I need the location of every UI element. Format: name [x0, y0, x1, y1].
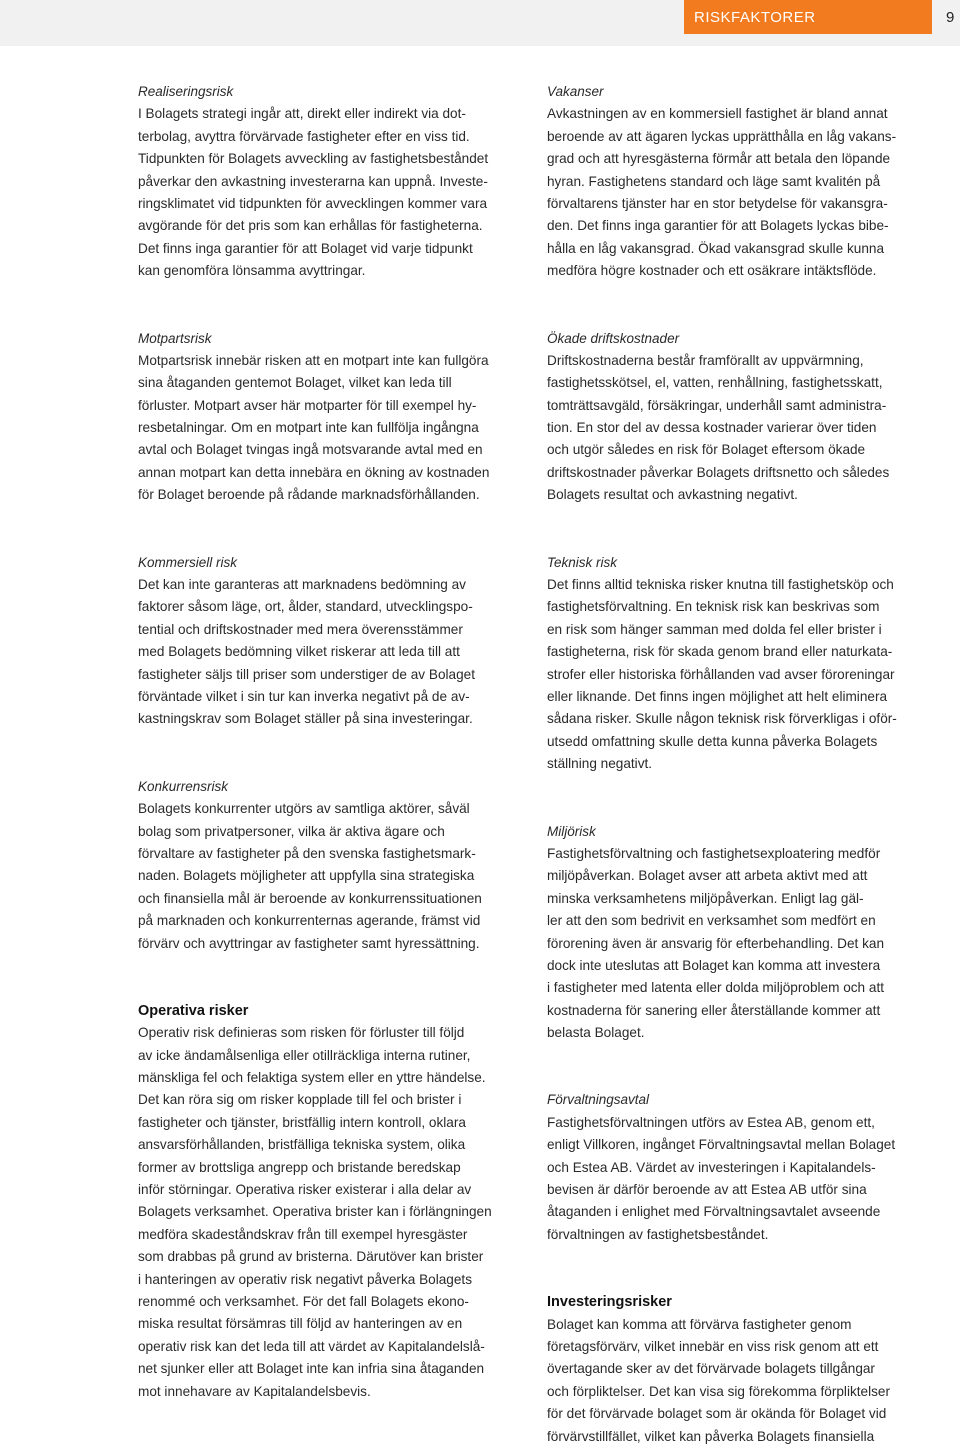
section-heading: Realiseringsrisk [138, 84, 234, 99]
paragraph-line: fastigheterna, risk för skada genom brand eller naturkata- [547, 644, 893, 660]
paragraph-line: förväntade vilket i sin tur kan inverka negativt på de av- [138, 688, 470, 704]
paragraph-line: förvärvstillfället, vilket kan påverka Bolagets finansiella [547, 1428, 875, 1444]
paragraph-line: kan genomföra lönsamma avyttringar. [138, 263, 366, 279]
paragraph-line: annan motpart kan detta innebära en ökning av kostnaden [138, 464, 490, 480]
paragraph-line: förvaltare av fastigheter på den svenska fastighetsmark- [138, 845, 476, 861]
paragraph-line: den. Det finns inga garantier för att Bolagets lyckas bibe- [547, 218, 889, 234]
paragraph-line: förvaltarens tjänster har en stor betydelse för vakansgra- [547, 195, 888, 211]
paragraph-line: resbetalningar. Om en motpart inte kan fullfölja ingångna [138, 420, 479, 436]
paragraph-line: och förpliktelser. Det kan visa sig förekomma förpliktelser [547, 1383, 890, 1399]
paragraph-line: eller liknande. Det finns ingen möjlighet att helt eliminera [547, 688, 888, 704]
paragraph-line: I Bolagets strategi ingår att, direkt eller indirekt via dot- [138, 106, 466, 122]
paragraph-line: Det kan röra sig om risker kopplade till fel och brister i [138, 1092, 462, 1108]
section-forvaltningsavtal [547, 1089, 947, 1246]
left-column [138, 81, 538, 1403]
paragraph-line: kastningskrav som Bolaget ställer på sina investeringar. [138, 711, 473, 727]
paragraph-line: fastighetsskötsel, el, vatten, renhållning, fastighetsskatt, [547, 375, 883, 391]
paragraph-line: tential och driftskostnader med mera överensstämmer [138, 621, 463, 637]
paragraph-line: naden. Bolagets möjligheter att uppfylla sina strategiska [138, 868, 475, 884]
paragraph-line: miljöpåverkan. Bolaget avser att arbeta aktivt med att [547, 868, 868, 884]
paragraph-line: Bolaget kan komma att förvärva fastigheter genom [547, 1316, 852, 1332]
paragraph-line: Bolagets verksamhet. Operativa brister kan i förlängningen [138, 1204, 492, 1220]
paragraph-line: förvaltningen av fastighetsbeståndet. [547, 1226, 769, 1242]
paragraph-line: net sjunker eller att Bolaget inte kan infria sina åtaganden [138, 1361, 485, 1377]
section-heading: Miljörisk [547, 823, 596, 839]
paragraph-line: former av brottsliga angrepp och bristande beredskap [138, 1159, 461, 1175]
paragraph-line: Fastighetsförvaltning och fastighetsexploatering medför [547, 845, 881, 861]
paragraph-line: övertagande sker av det förvärvade bolagets tillgångar [547, 1361, 875, 1377]
paragraph-line: i hanteringen av operativ risk negativt påverka Bolagets [138, 1271, 472, 1287]
section-teknisk-risk [547, 552, 947, 776]
paragraph-line: och Estea AB. Värdet av investeringen i Kapitalandels- [547, 1159, 876, 1175]
section-realiseringsrisk [138, 81, 538, 283]
section-heading: Operativa risker [138, 1002, 249, 1019]
paragraph-line: bolag som privatpersoner, vilka är aktiva ägare och [138, 823, 445, 839]
paragraph-line: renommé och verksamhet. För det fall Bolagets ekono- [138, 1293, 469, 1309]
paragraph-line: förorening även är ansvarig för efterbehandling. Det kan [547, 935, 885, 951]
paragraph-line: fastighetsförvaltning. En teknisk risk kan beskrivas som [547, 599, 880, 615]
page-number: 9 [946, 9, 955, 26]
paragraph-line: förvärv och avyttringar av fastigheter samt hyressättning. [138, 935, 480, 951]
paragraph-line: Det finns alltid tekniska risker knutna till fastighetsköp och [547, 577, 894, 593]
paragraph-line: mot innehavare av Kapitalandelsbevis. [138, 1383, 371, 1399]
section-heading: Vakanser [547, 84, 604, 99]
paragraph-line: Bolagets konkurrenter utgörs av samtliga aktörer, såväl [138, 801, 470, 817]
paragraph-line: Motpartsrisk innebär risken att en motpart inte kan fullgöra [138, 352, 489, 368]
paragraph-line: sådana risker. Skulle någon teknisk risk förverkligas i oför- [547, 711, 897, 727]
paragraph-line: belasta Bolaget. [547, 1025, 645, 1041]
paragraph-line: för det förvärvade bolaget som är okända för Bolaget vid [547, 1406, 887, 1422]
section-motpartsrisk [138, 328, 538, 507]
paragraph-line: medföra högre kostnader och ett osäkrare intäktsflöde. [547, 263, 877, 279]
paragraph-line: och finansiella mål är beroende av konkurrenssituationen [138, 890, 482, 906]
section-miljorisk [547, 821, 947, 1045]
section-kommersiell-risk [138, 552, 538, 731]
paragraph-line: mänskliga fel och felaktiga system eller en yttre händelse. [138, 1070, 486, 1086]
paragraph-line: åtaganden i enlighet med Förvaltningsavtalet avseende [547, 1204, 881, 1220]
paragraph-line: faktorer såsom läge, ort, ålder, standard, utvecklingspo- [138, 599, 473, 615]
paragraph-line: Fastighetsförvaltningen utförs av Estea AB, genom ett, [547, 1114, 875, 1130]
paragraph-line: för Bolaget beroende på rådande marknadsförhållanden. [138, 487, 480, 503]
section-heading: Ökade driftskostnader [547, 330, 680, 346]
section-konkurrensrisk [138, 776, 538, 955]
paragraph-line: ställning negativt. [547, 756, 653, 772]
paragraph-line: minska verksamhetens miljöpåverkan. Enligt lag gäl- [547, 890, 864, 906]
paragraph-line: tomträttsavgäld, försäkringar, underhåll samt administra- [547, 397, 887, 413]
paragraph-line: fastigheter säljs till priser som understiger de av Bolaget [138, 666, 475, 682]
paragraph-line: kostnaderna för sanering eller återställande kommer att [547, 1002, 881, 1018]
paragraph-line: avgörande för det pris som kan erhållas för fastigheterna. [138, 218, 483, 234]
paragraph-line: avtal och Bolaget tvingas ingå motsvarande avtal med en [138, 442, 483, 458]
paragraph-line: på marknaden och konkurrenternas agerande, främst vid [138, 913, 481, 929]
paragraph-line: hålla en låg vakansgrad. Ökad vakansgrad skulle kunna [547, 240, 885, 256]
paragraph-line: ler att den som bedrivit en verksamhet som medfört en [547, 913, 876, 929]
section-operativa-risker [138, 1000, 538, 1403]
paragraph-line: fastigheter och tjänster, bristfällig intern kontroll, oklara [138, 1114, 466, 1130]
paragraph-line: Driftskostnaderna består framförallt av uppvärmning, [547, 352, 864, 368]
paragraph-line: hyran. Fastighetens standard och läge samt kvalitén på [547, 173, 881, 189]
paragraph-line: med Bolagets bedömning vilket riskerar att leda till att [138, 644, 460, 660]
paragraph-line: driftskostnader påverkar Bolagets driftsnetto och således [547, 464, 890, 480]
section-heading: Motpartsrisk [138, 330, 212, 346]
paragraph-line: strofer eller historiska förhållanden vad avser föroreningar [547, 666, 895, 682]
paragraph-line: medföra skadeståndskrav från till exempel hyresgäster [138, 1226, 468, 1242]
paragraph-line: Tidpunkten för Bolagets avveckling av fastighetsbeståndet [138, 151, 489, 167]
section-okade-driftskostnader [547, 328, 947, 507]
paragraph-line: miska resultat försämras till följd av hanteringen av en [138, 1316, 463, 1332]
paragraph-line: ansvarsförhållanden, bristfälliga tekniska system, olika [138, 1137, 466, 1153]
right-column [547, 81, 947, 1448]
paragraph-line: terbolag, avyttra förvärvade fastigheter efter en viss tid. [138, 128, 470, 144]
paragraph-line: en risk som hänger samman med dolda fel eller brister i [547, 621, 882, 637]
paragraph-line: Avkastningen av en kommersiell fastighet är bland annat [547, 106, 888, 122]
paragraph-line: av icke ändamålsenliga eller otillräckliga interna rutiner, [138, 1047, 471, 1063]
section-heading: Investeringsrisker [547, 1294, 672, 1311]
paragraph-line: beroende av att ägaren lyckas upprätthålla en låg vakans- [547, 128, 897, 144]
paragraph-line: tion. En stor del av dessa kostnader varierar över tiden [547, 420, 877, 436]
paragraph-line: och utgör således en risk för Bolaget eftersom ökade [547, 442, 866, 458]
paragraph-line: Det finns inga garantier för att Bolaget vid varje tidpunkt [138, 240, 473, 256]
paragraph-line: utsedd omfattning skulle detta kunna påverka Bolagets [547, 733, 878, 749]
paragraph-line: grad och att hyresgästerna förmår att betala den löpande [547, 151, 891, 167]
paragraph-line: Operativ risk definieras som risken för förluster till följd [138, 1025, 465, 1041]
section-label: RISKFAKTORER [684, 0, 932, 34]
paragraph-line: inför störningar. Operativa risker existerar i alla delar av [138, 1182, 472, 1198]
paragraph-line: företagsförvärv, vilket innebär en viss risk genom att ett [547, 1338, 879, 1354]
paragraph-line: sina åtaganden gentemot Bolaget, vilket kan leda till [138, 375, 452, 391]
paragraph-line: påverkar den avkastning investerarna kan uppnå. Investe- [138, 173, 488, 189]
paragraph-line: i fastigheter med latenta eller dolda miljöproblem och att [547, 980, 885, 996]
paragraph-line: dock inte uteslutas att Bolaget kan komma att investera [547, 957, 881, 973]
paragraph-line: ringsklimatet vid tidpunkten för avvecklingen kommer vara [138, 195, 488, 211]
section-heading: Förvaltningsavtal [547, 1092, 650, 1108]
paragraph-line: som drabbas på grund av bristerna. Därutöver kan brister [138, 1249, 484, 1265]
paragraph-line: enligt Villkoren, ingånget Förvaltningsavtal mellan Bolaget [547, 1137, 896, 1153]
section-investeringsrisker [547, 1291, 947, 1448]
paragraph-line: Det kan inte garanteras att marknadens bedömning av [138, 577, 466, 593]
paragraph-line: operativ risk kan det leda till att värdet av Kapitalandelslå- [138, 1338, 485, 1354]
section-heading: Kommersiell risk [138, 554, 238, 570]
section-heading: Teknisk risk [547, 554, 618, 570]
paragraph-line: bevisen är därför beroende av att Estea AB utför sina [547, 1182, 867, 1198]
paragraph-line: förluster. Motpart avser här motparter för till exempel hy- [138, 397, 477, 413]
section-heading: Konkurrensrisk [138, 778, 229, 794]
paragraph-line: Bolagets resultat och avkastning negativt. [547, 487, 798, 503]
section-vakanser [547, 81, 947, 283]
